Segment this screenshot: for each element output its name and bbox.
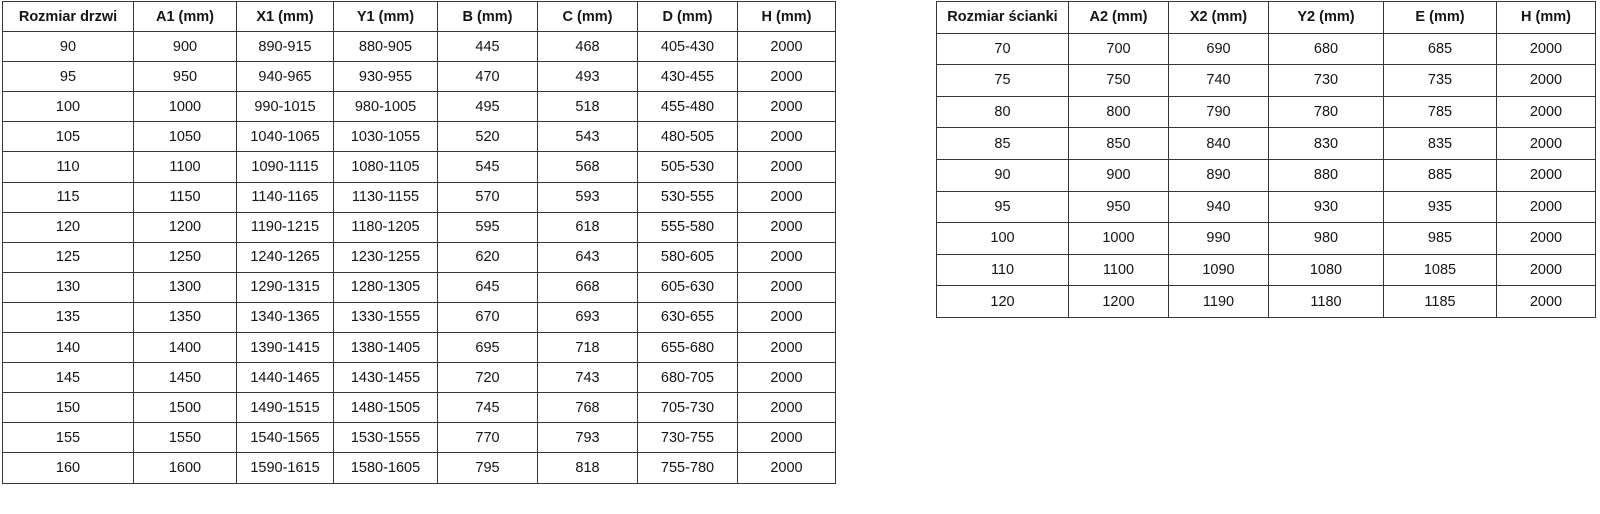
column-header: Y2 (mm) xyxy=(1269,2,1384,34)
table-cell: 1180 xyxy=(1269,286,1384,318)
table-cell: 990-1015 xyxy=(237,92,334,122)
table-row xyxy=(937,159,1596,191)
table-row xyxy=(3,423,836,453)
table-cell: 1540-1565 xyxy=(237,423,334,453)
table-cell: 125 xyxy=(3,242,134,272)
column-header: C (mm) xyxy=(538,2,638,32)
table-cell: 643 xyxy=(538,242,638,272)
table-row xyxy=(937,128,1596,160)
table-row xyxy=(3,272,836,302)
table-cell: 110 xyxy=(3,152,134,182)
table-cell: 1280-1305 xyxy=(334,272,438,302)
table-cell: 768 xyxy=(538,393,638,423)
table-row xyxy=(937,96,1596,128)
table-cell: 2000 xyxy=(1497,286,1596,318)
table-row xyxy=(3,333,836,363)
table-cell: 1030-1055 xyxy=(334,122,438,152)
table-cell: 593 xyxy=(538,182,638,212)
table-cell: 1440-1465 xyxy=(237,363,334,393)
table-cell: 1600 xyxy=(134,453,237,483)
table-cell: 1580-1605 xyxy=(334,453,438,483)
table-cell: 495 xyxy=(438,92,538,122)
table-cell: 1300 xyxy=(134,272,237,302)
table-cell: 2000 xyxy=(738,272,836,302)
column-header: Rozmiar ścianki xyxy=(937,2,1069,34)
table-cell: 455-480 xyxy=(638,92,738,122)
table-cell: 795 xyxy=(438,453,538,483)
table-cell: 90 xyxy=(3,32,134,62)
table-cell: 120 xyxy=(937,286,1069,318)
table-cell: 505-530 xyxy=(638,152,738,182)
table-cell: 1500 xyxy=(134,393,237,423)
table-cell: 95 xyxy=(937,191,1069,223)
table-cell: 1200 xyxy=(134,212,237,242)
table-cell: 2000 xyxy=(1497,128,1596,160)
table-cell: 470 xyxy=(438,62,538,92)
table-cell: 1430-1455 xyxy=(334,363,438,393)
table-cell: 718 xyxy=(538,333,638,363)
table-cell: 2000 xyxy=(738,363,836,393)
table-cell: 2000 xyxy=(738,182,836,212)
table-cell: 543 xyxy=(538,122,638,152)
table-cell: 1090-1115 xyxy=(237,152,334,182)
wall-table-header-row xyxy=(937,2,1596,34)
table-cell: 95 xyxy=(3,62,134,92)
table-cell: 1590-1615 xyxy=(237,453,334,483)
table-cell: 930 xyxy=(1269,191,1384,223)
column-header: B (mm) xyxy=(438,2,538,32)
table-cell: 2000 xyxy=(738,242,836,272)
table-row xyxy=(937,65,1596,97)
table-cell: 840 xyxy=(1169,128,1269,160)
table-cell: 2000 xyxy=(738,92,836,122)
table-cell: 930-955 xyxy=(334,62,438,92)
table-cell: 985 xyxy=(1384,223,1497,255)
table-cell: 1040-1065 xyxy=(237,122,334,152)
table-cell: 1400 xyxy=(134,333,237,363)
table-cell: 1490-1515 xyxy=(237,393,334,423)
column-header: A2 (mm) xyxy=(1069,2,1169,34)
table-cell: 568 xyxy=(538,152,638,182)
table-cell: 850 xyxy=(1069,128,1169,160)
table-row xyxy=(937,286,1596,318)
table-cell: 1480-1505 xyxy=(334,393,438,423)
table-cell: 1050 xyxy=(134,122,237,152)
table-cell: 1000 xyxy=(1069,223,1169,255)
table-cell: 750 xyxy=(1069,65,1169,97)
table-cell: 1390-1415 xyxy=(237,333,334,363)
table-cell: 1380-1405 xyxy=(334,333,438,363)
table-cell: 1190-1215 xyxy=(237,212,334,242)
table-cell: 950 xyxy=(1069,191,1169,223)
table-cell: 2000 xyxy=(1497,191,1596,223)
table-cell: 1000 xyxy=(134,92,237,122)
table-cell: 430-455 xyxy=(638,62,738,92)
table-cell: 950 xyxy=(134,62,237,92)
table-row xyxy=(3,182,836,212)
table-cell: 1090 xyxy=(1169,254,1269,286)
column-header: D (mm) xyxy=(638,2,738,32)
table-cell: 100 xyxy=(937,223,1069,255)
table-cell: 110 xyxy=(937,254,1069,286)
table-cell: 2000 xyxy=(738,333,836,363)
table-cell: 618 xyxy=(538,212,638,242)
column-header: E (mm) xyxy=(1384,2,1497,34)
table-row xyxy=(3,453,836,483)
table-cell: 900 xyxy=(1069,159,1169,191)
table-cell: 690 xyxy=(1169,33,1269,65)
table-cell: 890-915 xyxy=(237,32,334,62)
table-cell: 2000 xyxy=(738,302,836,332)
door-size-table xyxy=(2,1,836,484)
table-cell: 685 xyxy=(1384,33,1497,65)
table-cell: 2000 xyxy=(738,152,836,182)
table-cell: 1450 xyxy=(134,363,237,393)
table-cell: 1080-1105 xyxy=(334,152,438,182)
column-header: X2 (mm) xyxy=(1169,2,1269,34)
table-cell: 2000 xyxy=(738,423,836,453)
table-cell: 80 xyxy=(937,96,1069,128)
table-cell: 1250 xyxy=(134,242,237,272)
table-cell: 2000 xyxy=(738,122,836,152)
table-cell: 940-965 xyxy=(237,62,334,92)
table-cell: 705-730 xyxy=(638,393,738,423)
table-cell: 770 xyxy=(438,423,538,453)
table-row xyxy=(937,254,1596,286)
table-cell: 980 xyxy=(1269,223,1384,255)
table-cell: 1190 xyxy=(1169,286,1269,318)
table-row xyxy=(3,212,836,242)
table-cell: 130 xyxy=(3,272,134,302)
table-cell: 155 xyxy=(3,423,134,453)
table-cell: 740 xyxy=(1169,65,1269,97)
table-row xyxy=(3,393,836,423)
table-cell: 605-630 xyxy=(638,272,738,302)
table-cell: 630-655 xyxy=(638,302,738,332)
table-cell: 480-505 xyxy=(638,122,738,152)
table-cell: 940 xyxy=(1169,191,1269,223)
table-cell: 880-905 xyxy=(334,32,438,62)
table-cell: 1150 xyxy=(134,182,237,212)
table-cell: 1330-1555 xyxy=(334,302,438,332)
table-cell: 900 xyxy=(134,32,237,62)
column-header: A1 (mm) xyxy=(134,2,237,32)
table-row xyxy=(3,32,836,62)
table-cell: 468 xyxy=(538,32,638,62)
table-cell: 785 xyxy=(1384,96,1497,128)
table-row xyxy=(3,152,836,182)
table-cell: 1180-1205 xyxy=(334,212,438,242)
table-cell: 818 xyxy=(538,453,638,483)
table-cell: 530-555 xyxy=(638,182,738,212)
table-cell: 445 xyxy=(438,32,538,62)
table-cell: 2000 xyxy=(738,393,836,423)
table-cell: 2000 xyxy=(1497,96,1596,128)
table-row xyxy=(937,33,1596,65)
table-cell: 1290-1315 xyxy=(237,272,334,302)
column-header: Y1 (mm) xyxy=(334,2,438,32)
table-cell: 693 xyxy=(538,302,638,332)
table-cell: 780 xyxy=(1269,96,1384,128)
table-cell: 680-705 xyxy=(638,363,738,393)
table-cell: 835 xyxy=(1384,128,1497,160)
table-cell: 115 xyxy=(3,182,134,212)
table-cell: 800 xyxy=(1069,96,1169,128)
table-row xyxy=(3,62,836,92)
table-cell: 730-755 xyxy=(638,423,738,453)
table-cell: 2000 xyxy=(738,453,836,483)
table-cell: 885 xyxy=(1384,159,1497,191)
table-cell: 580-605 xyxy=(638,242,738,272)
table-cell: 2000 xyxy=(738,212,836,242)
table-cell: 2000 xyxy=(1497,159,1596,191)
table-cell: 695 xyxy=(438,333,538,363)
table-cell: 70 xyxy=(937,33,1069,65)
table-cell: 520 xyxy=(438,122,538,152)
table-cell: 980-1005 xyxy=(334,92,438,122)
table-cell: 830 xyxy=(1269,128,1384,160)
table-cell: 1230-1255 xyxy=(334,242,438,272)
table-row xyxy=(3,122,836,152)
table-cell: 1530-1555 xyxy=(334,423,438,453)
table-cell: 75 xyxy=(937,65,1069,97)
column-header: Rozmiar drzwi xyxy=(3,2,134,32)
table-cell: 755-780 xyxy=(638,453,738,483)
table-cell: 595 xyxy=(438,212,538,242)
table-cell: 2000 xyxy=(738,62,836,92)
table-cell: 745 xyxy=(438,393,538,423)
table-cell: 1185 xyxy=(1384,286,1497,318)
table-cell: 720 xyxy=(438,363,538,393)
table-cell: 120 xyxy=(3,212,134,242)
table-cell: 90 xyxy=(937,159,1069,191)
table-row xyxy=(3,92,836,122)
table-cell: 730 xyxy=(1269,65,1384,97)
table-row xyxy=(3,242,836,272)
table-cell: 670 xyxy=(438,302,538,332)
table-cell: 1130-1155 xyxy=(334,182,438,212)
table-cell: 493 xyxy=(538,62,638,92)
table-row xyxy=(937,223,1596,255)
table-cell: 1550 xyxy=(134,423,237,453)
column-header: H (mm) xyxy=(1497,2,1596,34)
table-row xyxy=(3,302,836,332)
table-cell: 160 xyxy=(3,453,134,483)
table-cell: 790 xyxy=(1169,96,1269,128)
table-cell: 1080 xyxy=(1269,254,1384,286)
table-cell: 85 xyxy=(937,128,1069,160)
table-cell: 555-580 xyxy=(638,212,738,242)
column-header: H (mm) xyxy=(738,2,836,32)
table-row xyxy=(3,363,836,393)
table-cell: 1100 xyxy=(1069,254,1169,286)
table-cell: 680 xyxy=(1269,33,1384,65)
table-cell: 700 xyxy=(1069,33,1169,65)
table-cell: 880 xyxy=(1269,159,1384,191)
table-cell: 793 xyxy=(538,423,638,453)
column-header: X1 (mm) xyxy=(237,2,334,32)
door-table-header-row xyxy=(3,2,836,32)
table-cell: 1340-1365 xyxy=(237,302,334,332)
table-cell: 2000 xyxy=(738,32,836,62)
table-cell: 545 xyxy=(438,152,538,182)
table-cell: 405-430 xyxy=(638,32,738,62)
table-cell: 135 xyxy=(3,302,134,332)
table-cell: 655-680 xyxy=(638,333,738,363)
table-cell: 668 xyxy=(538,272,638,302)
table-cell: 890 xyxy=(1169,159,1269,191)
table-cell: 150 xyxy=(3,393,134,423)
table-cell: 1350 xyxy=(134,302,237,332)
table-cell: 105 xyxy=(3,122,134,152)
table-cell: 1100 xyxy=(134,152,237,182)
table-cell: 2000 xyxy=(1497,254,1596,286)
table-cell: 990 xyxy=(1169,223,1269,255)
table-cell: 735 xyxy=(1384,65,1497,97)
table-cell: 1085 xyxy=(1384,254,1497,286)
table-cell: 100 xyxy=(3,92,134,122)
table-cell: 2000 xyxy=(1497,223,1596,255)
table-cell: 645 xyxy=(438,272,538,302)
table-cell: 620 xyxy=(438,242,538,272)
table-cell: 2000 xyxy=(1497,65,1596,97)
table-cell: 2000 xyxy=(1497,33,1596,65)
table-cell: 935 xyxy=(1384,191,1497,223)
table-cell: 1240-1265 xyxy=(237,242,334,272)
table-cell: 1140-1165 xyxy=(237,182,334,212)
table-cell: 743 xyxy=(538,363,638,393)
wall-size-table xyxy=(936,1,1596,318)
table-cell: 145 xyxy=(3,363,134,393)
table-cell: 1200 xyxy=(1069,286,1169,318)
table-cell: 140 xyxy=(3,333,134,363)
table-cell: 570 xyxy=(438,182,538,212)
table-cell: 518 xyxy=(538,92,638,122)
table-row xyxy=(937,191,1596,223)
